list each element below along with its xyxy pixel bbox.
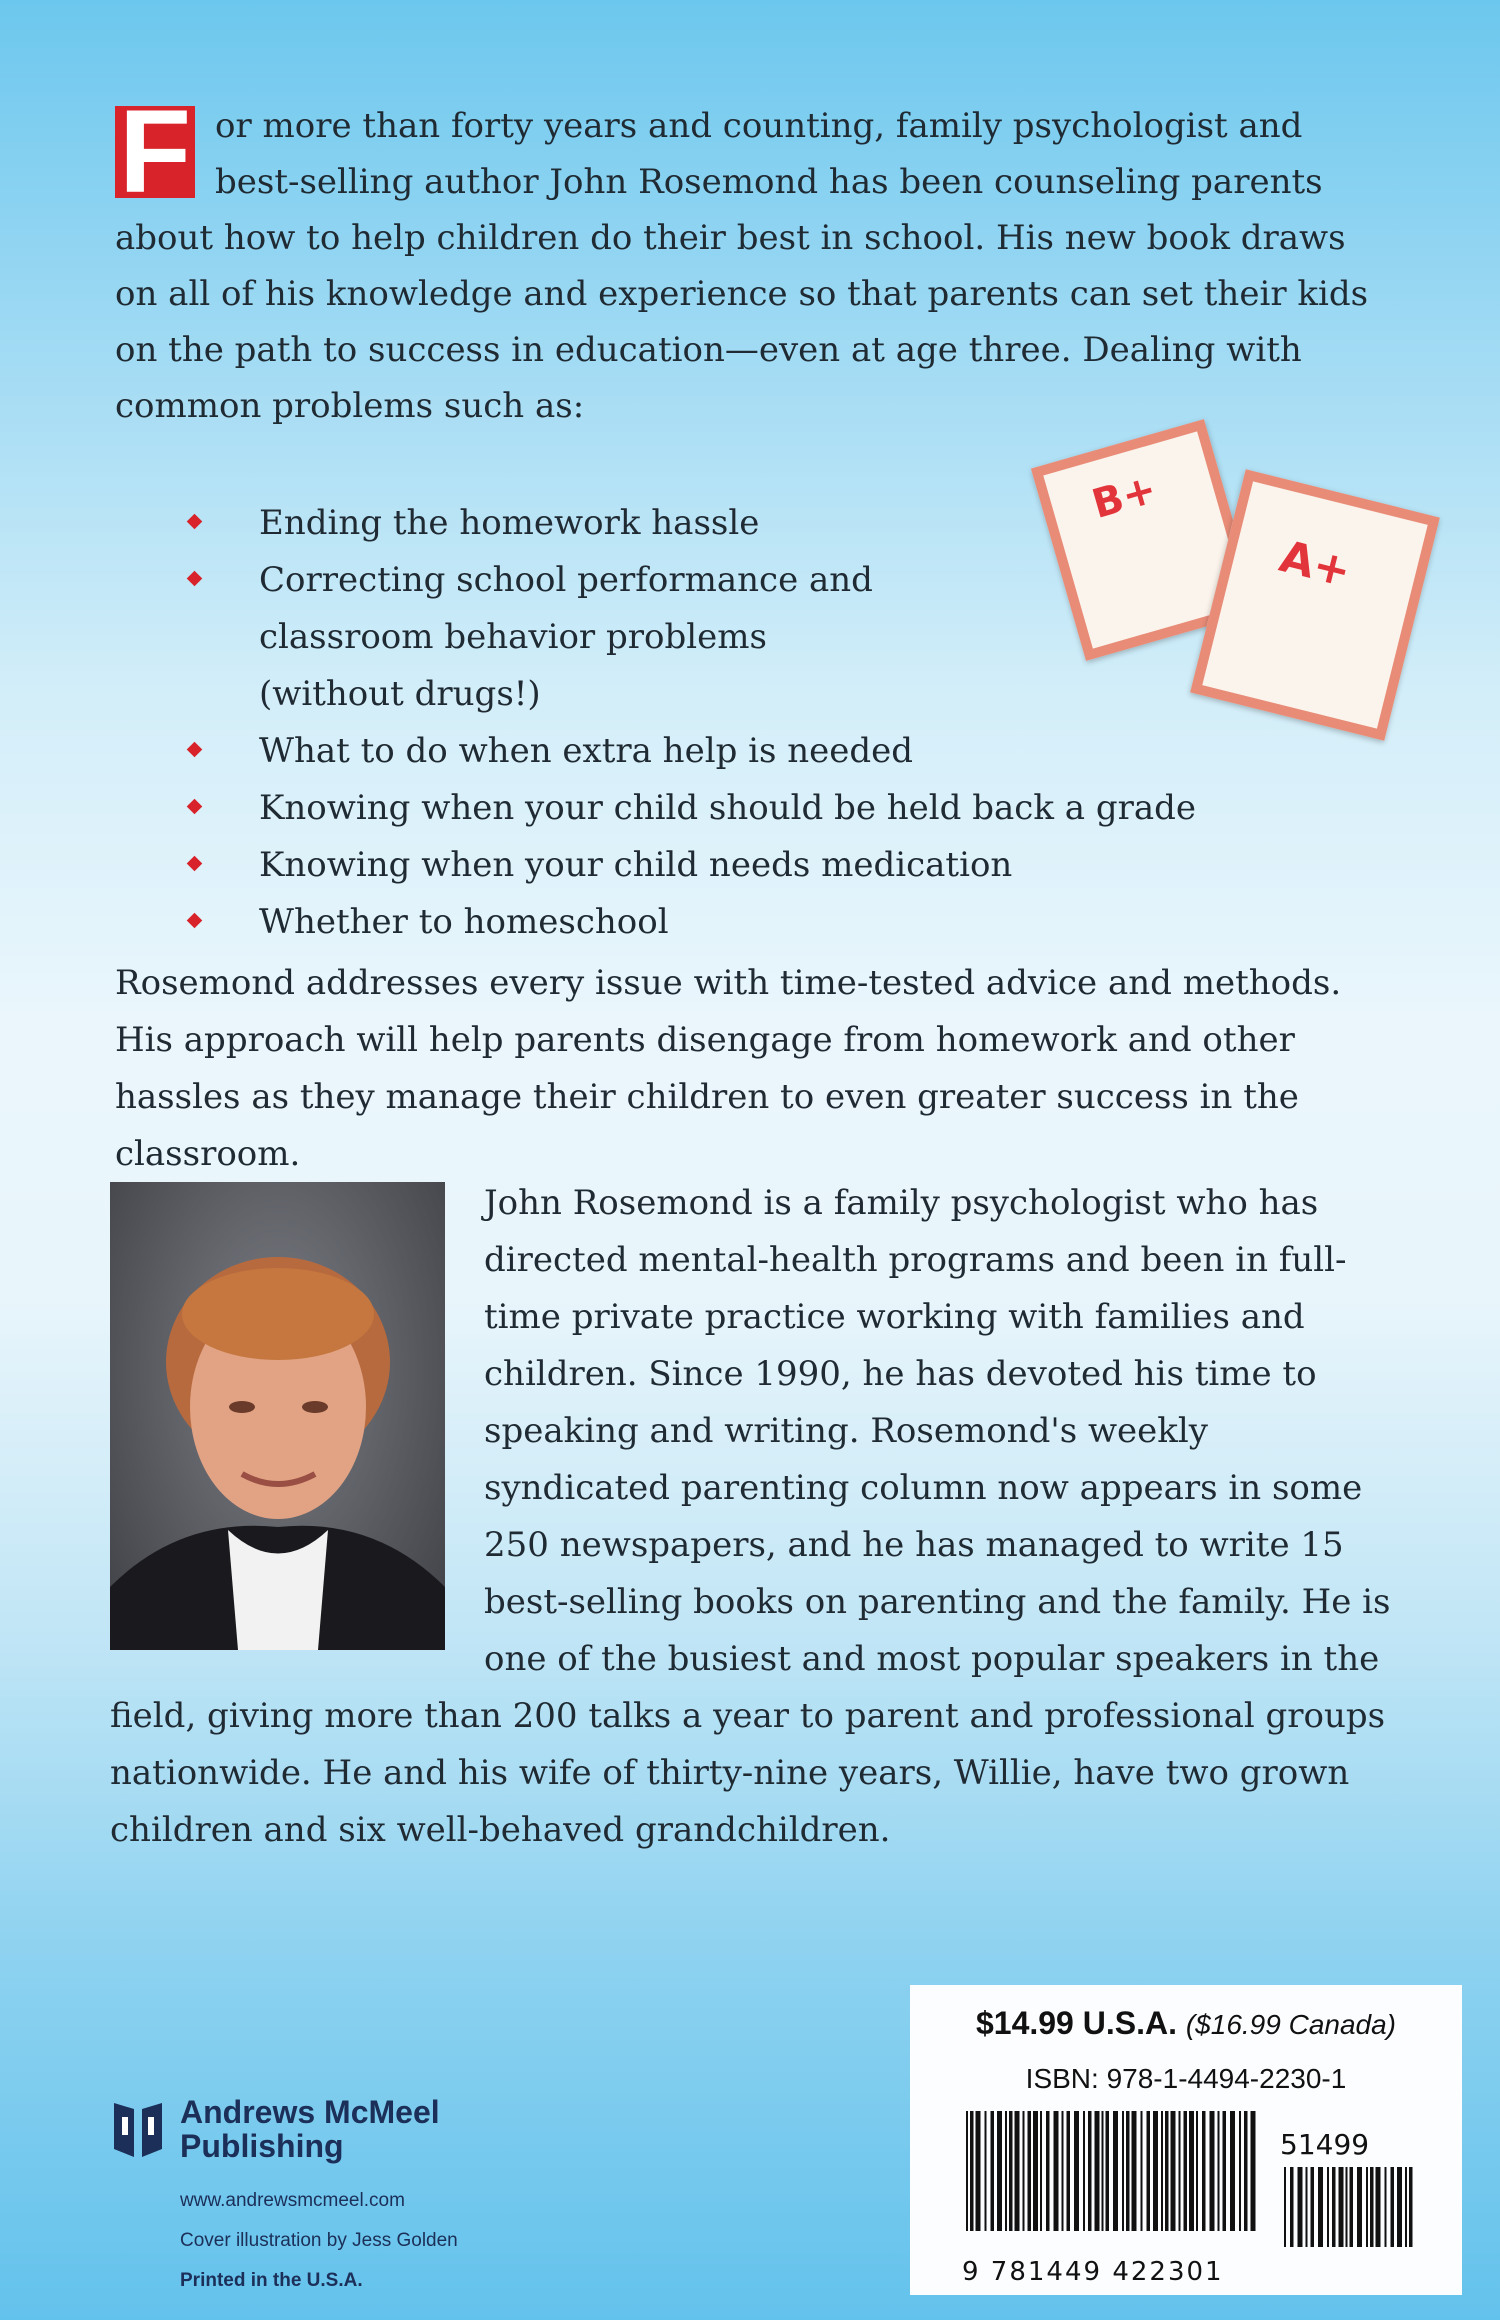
price-canada: ($16.99 Canada) bbox=[1185, 2009, 1397, 2040]
barcode-bar bbox=[1126, 2111, 1130, 2231]
barcode-bar bbox=[1153, 2111, 1158, 2231]
list-item bbox=[185, 837, 1196, 894]
barcode-bar bbox=[1132, 2111, 1137, 2231]
grade-mark: A+ bbox=[1274, 531, 1356, 598]
list-item-label: Whether to homeschool bbox=[259, 902, 669, 942]
barcode-bar bbox=[966, 2111, 968, 2231]
barcode-bar bbox=[1147, 2111, 1151, 2231]
barcode-bar bbox=[985, 2111, 987, 2231]
grade-mark: B+ bbox=[1087, 466, 1162, 528]
price-addon-barcode bbox=[1280, 2167, 1420, 2257]
barcode-bar bbox=[1074, 2111, 1079, 2231]
barcode-bar bbox=[1102, 2111, 1104, 2231]
barcode-bar bbox=[1067, 2111, 1071, 2231]
barcode-bar bbox=[1196, 2111, 1198, 2231]
barcode-bar bbox=[1171, 2111, 1176, 2231]
barcode-bar bbox=[1202, 2111, 1206, 2231]
barcode-bar bbox=[1298, 2167, 1303, 2247]
author-bio bbox=[110, 1175, 1400, 1859]
barcode-bar bbox=[1230, 2111, 1235, 2231]
barcode-bar bbox=[1179, 2111, 1181, 2231]
bio-text: John Rosemond is a family psychologist who has directed mental-health programs and been in full-time private practice working with families and children. Since 1990, he has devoted his time to speaking and writing. Rosemond's weekly syndicated parenting column now appears in some 250 newspapers, and he has managed to write 15 best-selling books on parenting and the family. He is one of the busiest and most popular speakers in the field, giving more than 200 talks a year to parent and professional groups nationwide. He and his wife of thirty-nine years, Willie, have two grown children and six well-behaved grandchildren. bbox=[110, 1183, 1391, 1850]
barcode-bar bbox=[1357, 2167, 1362, 2247]
barcode-bar bbox=[1054, 2111, 1059, 2231]
barcode-bar bbox=[970, 2111, 974, 2231]
printed-in: Printed in the U.S.A. bbox=[180, 2270, 363, 2291]
barcode-bar bbox=[1015, 2111, 1020, 2231]
list-item-label: What to do when extra help is needed bbox=[259, 731, 914, 771]
barcode-bar bbox=[1062, 2111, 1064, 2231]
barcode-bar bbox=[1339, 2167, 1344, 2247]
list-item bbox=[185, 780, 1196, 837]
barcode-bar bbox=[1376, 2167, 1381, 2247]
barcode-bar bbox=[1284, 2167, 1286, 2247]
price-addon-number: 51499 bbox=[1280, 2128, 1370, 2161]
barcode-bar bbox=[1350, 2167, 1354, 2247]
intro-text: or more than forty years and counting, family psychologist and best-selling author John Rosemond has been counseling parents about how to help children do their best in school. His new book draws on all of his knowledge and experience so that parents can set their kids on the path to success in education—even at age three. Dealing with common problems such as: bbox=[115, 106, 1369, 426]
list-item-label: Ending the homework hassle bbox=[259, 503, 760, 543]
barcode-bar bbox=[1033, 2111, 1038, 2231]
barcode-bar bbox=[1239, 2111, 1241, 2231]
price-line bbox=[910, 2005, 1462, 2042]
list-item bbox=[185, 723, 1196, 780]
barcode-bar bbox=[1318, 2167, 1323, 2247]
barcode-bar bbox=[1161, 2111, 1163, 2231]
barcode-bar bbox=[1370, 2167, 1374, 2247]
barcode-bar bbox=[1405, 2167, 1407, 2247]
diamond-bullet-icon bbox=[187, 856, 203, 872]
barcode-bar bbox=[1023, 2111, 1025, 2231]
isbn-text: ISBN: 978-1-4494-2230-1 bbox=[1025, 2063, 1347, 2094]
barcode-bar bbox=[1306, 2167, 1308, 2247]
list-item-label: Knowing when your child should be held back a grade bbox=[259, 788, 1196, 828]
list-item-label: Correcting school performance and classroom behavior problems (without drugs!) bbox=[259, 560, 873, 714]
barcode-number: 9 781449 422301 bbox=[962, 2257, 1224, 2287]
barcode-bar bbox=[1141, 2111, 1143, 2231]
barcode-bar bbox=[1040, 2111, 1042, 2231]
price-barcode-box bbox=[910, 1985, 1462, 2295]
intro-paragraph bbox=[115, 86, 1385, 434]
list-item-label: Knowing when your child needs medication bbox=[259, 845, 1013, 885]
barcode-bar bbox=[1397, 2167, 1402, 2247]
barcode-bar bbox=[1046, 2111, 1050, 2231]
barcode-bar bbox=[1223, 2111, 1227, 2231]
publisher-name-line1: Andrews McMeel bbox=[180, 2094, 440, 2130]
diamond-bullet-icon bbox=[187, 799, 203, 815]
barcode-bar bbox=[1122, 2111, 1124, 2231]
barcode-bar bbox=[976, 2111, 981, 2231]
barcode-bar bbox=[1165, 2111, 1169, 2231]
photo-spacer bbox=[110, 1175, 484, 1665]
price-usa: $14.99 U.S.A. bbox=[975, 2005, 1177, 2041]
barcode-bar bbox=[1028, 2111, 1032, 2231]
barcode-bar bbox=[1290, 2167, 1294, 2247]
barcode-bar bbox=[1184, 2111, 1188, 2231]
barcode-bar bbox=[1409, 2167, 1413, 2247]
diamond-bullet-icon bbox=[187, 742, 203, 758]
barcode-bar bbox=[1244, 2111, 1248, 2231]
diamond-bullet-icon bbox=[187, 571, 203, 587]
barcode-bar bbox=[1106, 2111, 1110, 2231]
cover-credit: Cover illustration by Jess Golden bbox=[180, 2230, 458, 2251]
barcode-bar bbox=[1113, 2111, 1118, 2231]
diamond-bullet-icon bbox=[187, 913, 203, 929]
barcode-bars bbox=[962, 2111, 1262, 2251]
barcode-bar bbox=[1311, 2167, 1315, 2247]
drop-cap: F bbox=[115, 106, 195, 198]
publisher-website: www.andrewsmcmeel.com bbox=[180, 2190, 405, 2211]
barcode-bar bbox=[991, 2111, 995, 2231]
publisher-logo-icon bbox=[110, 2097, 166, 2161]
publisher-name bbox=[180, 2095, 440, 2163]
list-item bbox=[185, 894, 1196, 951]
barcode-bar bbox=[1009, 2111, 1013, 2231]
publisher-name-line2: Publishing bbox=[180, 2128, 344, 2164]
barcode-bar bbox=[1095, 2111, 1100, 2231]
barcode-bar bbox=[1346, 2167, 1348, 2247]
barcode-bar bbox=[1218, 2111, 1220, 2231]
diamond-bullet-icon bbox=[187, 514, 203, 530]
barcode-bar bbox=[1366, 2167, 1368, 2247]
barcode-bar bbox=[1391, 2167, 1395, 2247]
graded-papers-illustration bbox=[1035, 420, 1455, 730]
barcode-bar bbox=[1251, 2111, 1256, 2231]
barcode-bar bbox=[1332, 2167, 1336, 2247]
barcode-bar bbox=[1083, 2111, 1085, 2231]
barcode-bar bbox=[1327, 2167, 1329, 2247]
approach-paragraph: Rosemond addresses every issue with time-tested advice and methods. His approach will help parents disengage from homework and other hassles as they manage their children to even greater success in the classroom. bbox=[115, 963, 1342, 1174]
barcode-bar bbox=[1088, 2111, 1092, 2231]
barcode-bar bbox=[1210, 2111, 1215, 2231]
isbn-barcode bbox=[962, 2111, 1262, 2287]
barcode-bar bbox=[1385, 2167, 1387, 2247]
barcode-bar bbox=[1189, 2111, 1194, 2231]
barcode-bar bbox=[1005, 2111, 1007, 2231]
barcode-bar bbox=[997, 2111, 1002, 2231]
